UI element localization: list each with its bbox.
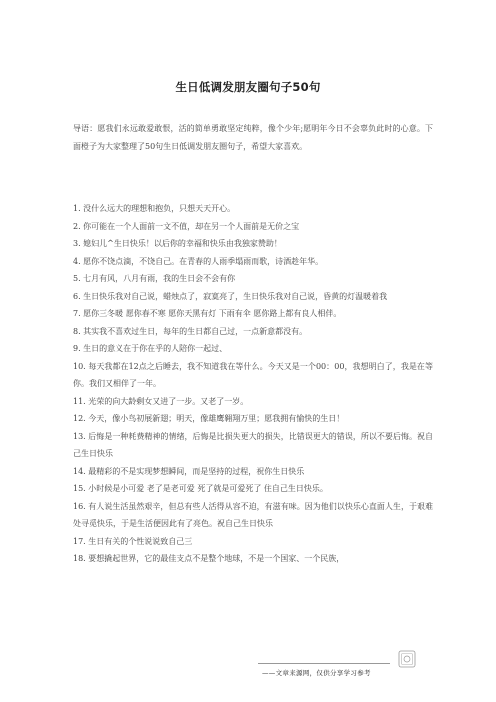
intro-paragraph: 导语：愿我们永远敢爱敢恨，活的简单勇敢坚定纯粹，像个少年;愿明年今日不会辜负此时的心意。下面橙子为大家整理了50句生日低调发朋友圈句子，希望大家喜欢。 [73, 124, 433, 151]
list-item: 17. 生日有关的个性说说致自己三 [73, 536, 193, 546]
sentence-list [73, 200, 433, 568]
footer-divider [258, 663, 390, 664]
list-item: 16. 有人说生活虽然艰辛，但总有些人活得从容不迫，有滋有味。因为他们以快乐心直面人生，于艰难处寻觅快乐，于是生活便因此有了亮色。祝自己生日快乐 [73, 501, 433, 528]
list-item: 15. 小时候是小可爱 老了是老可爱 死了就是可爱死了 住自己生日快乐。 [73, 484, 328, 493]
list-item: 18. 要想撬起世界，它的最佳支点不是整个地球，不是一个国家、一个民族， [73, 554, 345, 563]
footer-note: ——文章来源网，仅供分享学习参考 [262, 669, 371, 677]
list-item: 12. 今天，像小鸟初展新翅；明天，像雄鹰翱翔万里；愿我拥有愉快的生日！ [73, 414, 345, 423]
list-item: 2. 你可能在一个人面前一文不值，却在另一个人面前是无价之宝 [73, 221, 300, 231]
list-item: 7. 愿你三冬暖 愿你春不寒 愿你天黑有灯 下雨有伞 愿你路上都有良人相伴。 [73, 309, 342, 318]
list-item: 11. 光荣的向大龄剩女又进了一步。又老了一岁。 [73, 396, 249, 406]
list-item: 5. 七月有风，八月有雨，我的生日会不会有你 [73, 274, 236, 283]
page-title: 生日低调发朋友圈句子50句 [175, 80, 321, 94]
list-item: 8. 其实我不喜欢过生日，每年的生日都自己过，一点新意都没有。 [73, 326, 308, 336]
list-item: 9. 生日的意义在于你在乎的人陪你一起过、 [73, 344, 228, 353]
watermark-logo-icon [398, 650, 416, 668]
list-item: 4. 愿你不饶点滴，不饶自己。在青春的人雨季塌雨而歌，诗酒趁年华。 [73, 256, 324, 266]
list-item: 3. 媳妇儿^生日快乐！以后你的幸福和快乐由我独家赞助！ [73, 239, 282, 248]
list-item: 13. 后悔是一种耗费精神的情绪，后悔是比损失更大的损失，比错误更大的错误，所以不要后悔。祝自己生日快乐 [73, 431, 433, 458]
list-item: 14. 最精彩的不是实现梦想瞬间，而是坚持的过程，祝你生日快乐 [73, 466, 305, 476]
list-item: 6. 生日快乐我对自己说，蜡烛点了，寂寞亮了，生日快乐我对自己说，昏黄的灯温暖着我 [73, 291, 388, 301]
list-item: 10. 每天我都在12点之后睡去，我不知道我在等什么。今天又是一个00：00，我想明白了，我是在等你。我们又相伴了一年。 [73, 361, 433, 388]
list-item: 1. 没什么远大的理想和抱负，只想天天开心。 [73, 204, 236, 213]
